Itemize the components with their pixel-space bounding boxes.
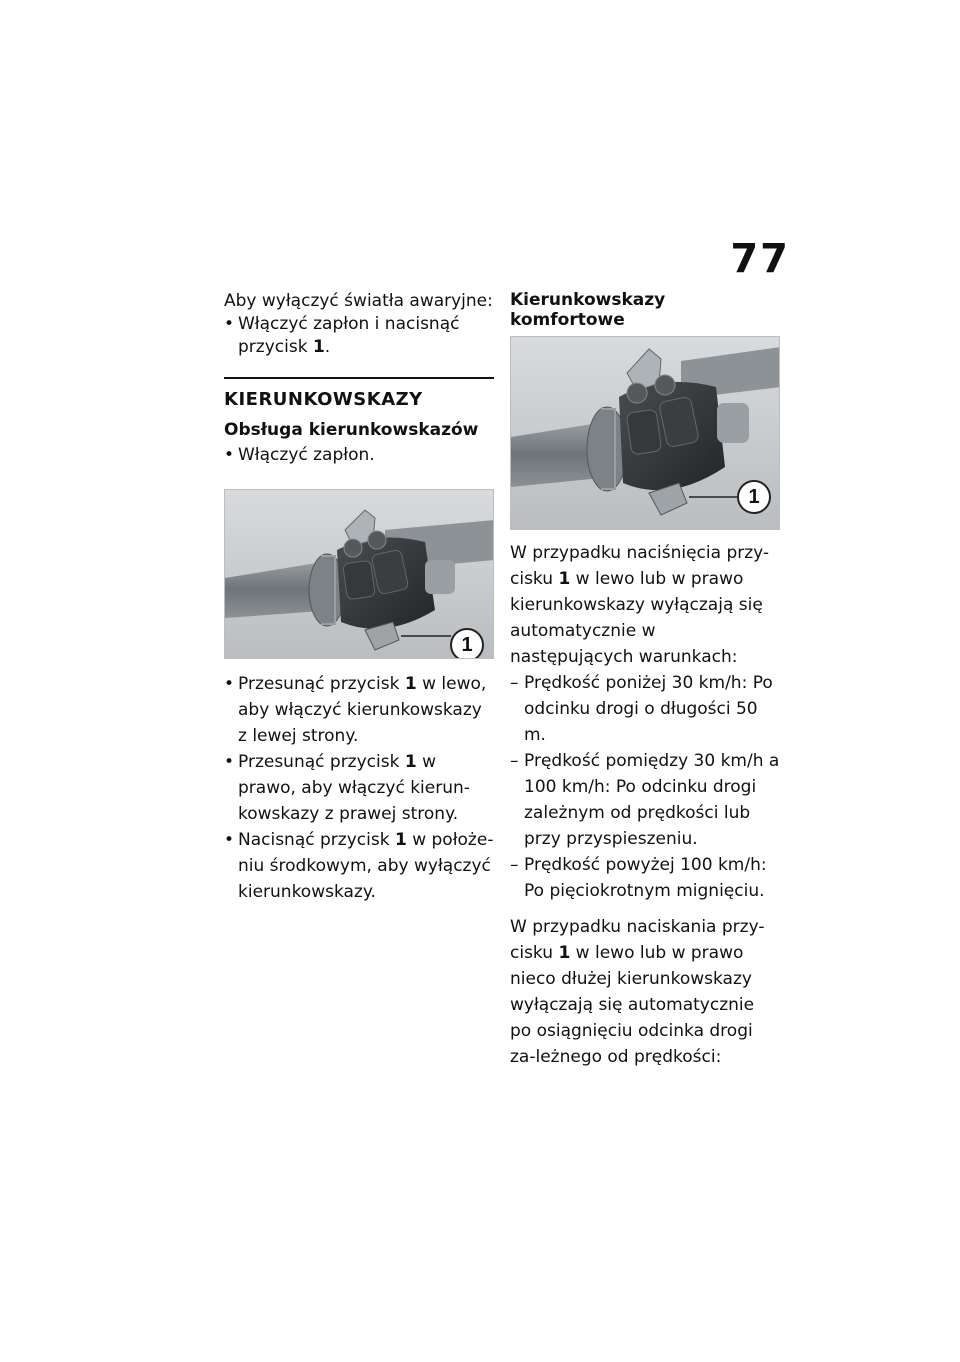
list-item-text: w położe-niu środkowym, aby wyłączyć kierunkowskazy. — [238, 830, 494, 902]
button-ref: 1 — [404, 674, 417, 694]
list-item-text: Przesunąć przycisk — [238, 674, 405, 694]
list-item-text: w prawo, aby włączyć kierun-kowskazy z prawej strony. — [238, 752, 470, 824]
hazard-off-bullets — [224, 313, 494, 359]
list-item — [224, 313, 494, 359]
list-item: – Prędkość powyżej 100 km/h: Po pięciokrotnym mignięciu. — [510, 852, 780, 904]
list-item-text: Nacisnąć przycisk — [238, 830, 395, 850]
handlebar-switch-figure — [510, 336, 780, 530]
page-number: 77 — [730, 236, 790, 282]
section-divider — [224, 377, 494, 379]
button-ref: 1 — [312, 337, 325, 357]
button-ref: 1 — [404, 752, 417, 772]
button-ref: 1 — [558, 943, 571, 963]
section-heading: KIERUNKOWSKAZY — [224, 389, 423, 410]
turn-signal-steps — [224, 671, 494, 905]
callout-1: 1 — [450, 628, 484, 659]
paragraph-text: W przypadku naciśnięcia przy-cisku — [510, 543, 770, 589]
list-item-text: Włączyć zapłon. — [238, 445, 375, 465]
left-column — [224, 290, 494, 905]
paragraph-text: W przypadku naciskania przy-cisku — [510, 917, 765, 963]
list-item-text: . — [324, 337, 331, 357]
button-ref: 1 — [558, 569, 571, 589]
paragraph-text: w lewo lub w prawo nieco dłużej kierunkowskazy wyłączają się automatycznie po osiągnięciu odcinka drogi za-leżnego od prędkości: — [510, 943, 755, 1067]
subsection-heading: Kierunkowskazy komfortowe — [510, 290, 666, 330]
ignition-bullets — [224, 444, 494, 467]
comfort-para-1 — [510, 540, 780, 670]
handlebar-switch-figure — [224, 489, 494, 659]
subsection-heading: Obsługa kierunkowskazów — [224, 420, 479, 440]
list-item-text: Przesunąć przycisk — [238, 752, 405, 772]
speed-conditions — [510, 670, 780, 904]
hazard-off-intro: Aby wyłączyć światła awaryjne: — [224, 291, 493, 311]
right-column — [510, 290, 780, 1070]
callout-1: 1 — [737, 480, 771, 514]
list-item — [224, 827, 494, 905]
paragraph-text: w lewo lub w prawo kierunkowskazy wyłączają się automatycznie w następujących warunkach: — [510, 569, 763, 667]
list-item — [224, 444, 494, 467]
list-item: – Prędkość poniżej 30 km/h: Po odcinku drogi o długości 50 m. — [510, 670, 780, 748]
list-item — [224, 749, 494, 827]
list-item: – Prędkość pomiędzy 30 km/h a 100 km/h: Po odcinku drogi zależnym od prędkości lub przy przyspieszeniu. — [510, 748, 780, 852]
button-ref: 1 — [394, 830, 407, 850]
list-item-text: Włączyć zapłon i nacisnąć przycisk — [238, 314, 460, 357]
comfort-para-2 — [510, 914, 780, 1070]
list-item-text: w lewo, aby włączyć kierunkowskazy z lewej strony. — [238, 674, 487, 746]
list-item — [224, 671, 494, 749]
